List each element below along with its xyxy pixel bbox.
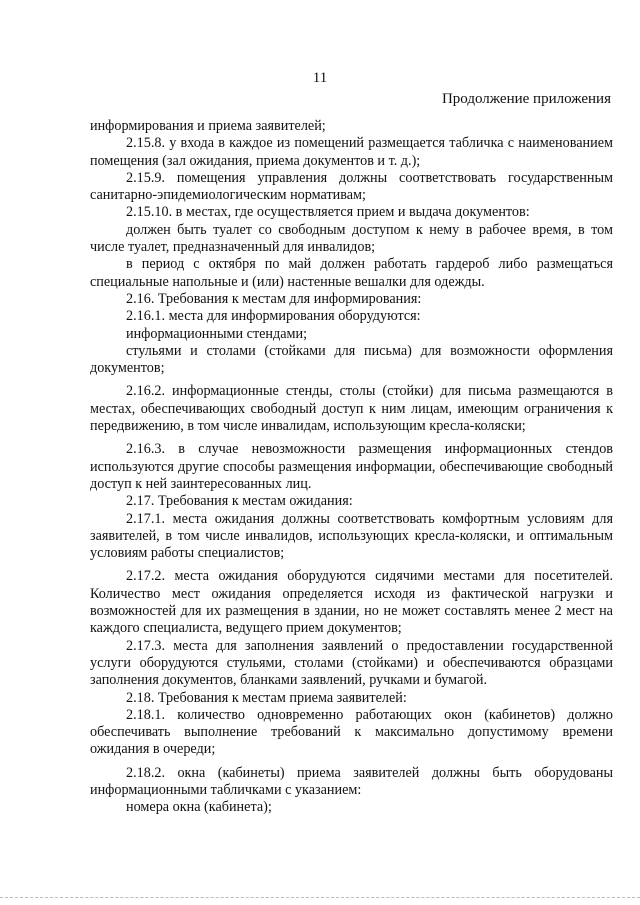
document-body (90, 118, 613, 817)
paragraph: 2.17. Требования к местам ожидания: (126, 493, 353, 510)
paragraph: 2.18. Требования к местам приема заявителей: (126, 689, 407, 706)
continuation-label: Продолжение приложения (441, 91, 611, 107)
paragraph: в период с октября по май должен работать гардероб либо размещаться специальные напольные и (или) настенные вешалки для одежды. (90, 256, 613, 290)
paragraph: 2.17.1. места ожидания должны соответствовать комфортным условиям для заявителей, в том числе инвалидов, использующих кресла-коляски, и оптимальным условиям работы специалистов; (90, 510, 613, 562)
paragraph: 2.17.2. места ожидания оборудуются сидячими местами для посетителей. Количество мест ожидания определяется исходя из фактической нагрузки и возможностей для их размещения в здании, но не может составлять менее 2 мест на каждого специалиста, ведущего прием документов; (90, 568, 613, 637)
paragraph: 2.18.2. окна (кабинеты) приема заявителей должны быть оборудованы информационными табличками с указанием: (90, 764, 613, 798)
paragraph: 2.16.3. в случае невозможности размещения информационных стендов используются другие способы размещения информации, обеспечивающие свободный доступ к ней заинтересованных лиц. (90, 441, 613, 492)
paragraph: должен быть туалет со свободным доступом к нему в рабочее время, в том числе туалет, предназначенный для инвалидов; (90, 221, 613, 256)
paragraph: номера окна (кабинета); (126, 799, 272, 816)
paragraph: 2.16. Требования к местам для информирования: (126, 290, 422, 307)
page-bottom-edge (0, 897, 640, 899)
paragraph: информирования и приема заявителей; (90, 118, 326, 134)
paragraph: информационными стендами; (126, 325, 308, 342)
paragraph: 2.15.10. в местах, где осуществляется прием и выдача документов: (126, 204, 530, 221)
paragraph: 2.16.2. информационные стенды, столы (стойки) для письма размещаются в местах, обеспечивающих свободный доступ к ним лицам, имеющим ограничения к передвижению, в том числе инвалидам, использующим кресла-коляски; (90, 383, 613, 435)
paragraph: 2.15.9. помещения управления должны соответствовать государственным санитарно-эпидемиологическим нормативам; (90, 169, 613, 204)
page-number: 11 (312, 70, 328, 86)
paragraph: 2.15.8. у входа в каждое из помещений размещается табличка с наименованием помещения (зал ожидания, приема документов и т. д.); (90, 135, 613, 169)
paragraph: 2.17.3. места для заполнения заявлений о предоставлении государственной услуги оборудуются стульями, столами (стойками) и обеспечиваются образцами заполнения документов, бланками заявлений, ручками и бумагой. (90, 637, 613, 689)
paragraph: стульями и столами (стойками для письма) для возможности оформления документов; (90, 342, 613, 377)
paragraph: 2.18.1. количество одновременно работающих окон (кабинетов) должно обеспечивать выполнение требований к максимально допустимому времени ожидания в очереди; (90, 706, 613, 758)
paragraph: 2.16.1. места для информирования оборудуются: (126, 308, 421, 325)
